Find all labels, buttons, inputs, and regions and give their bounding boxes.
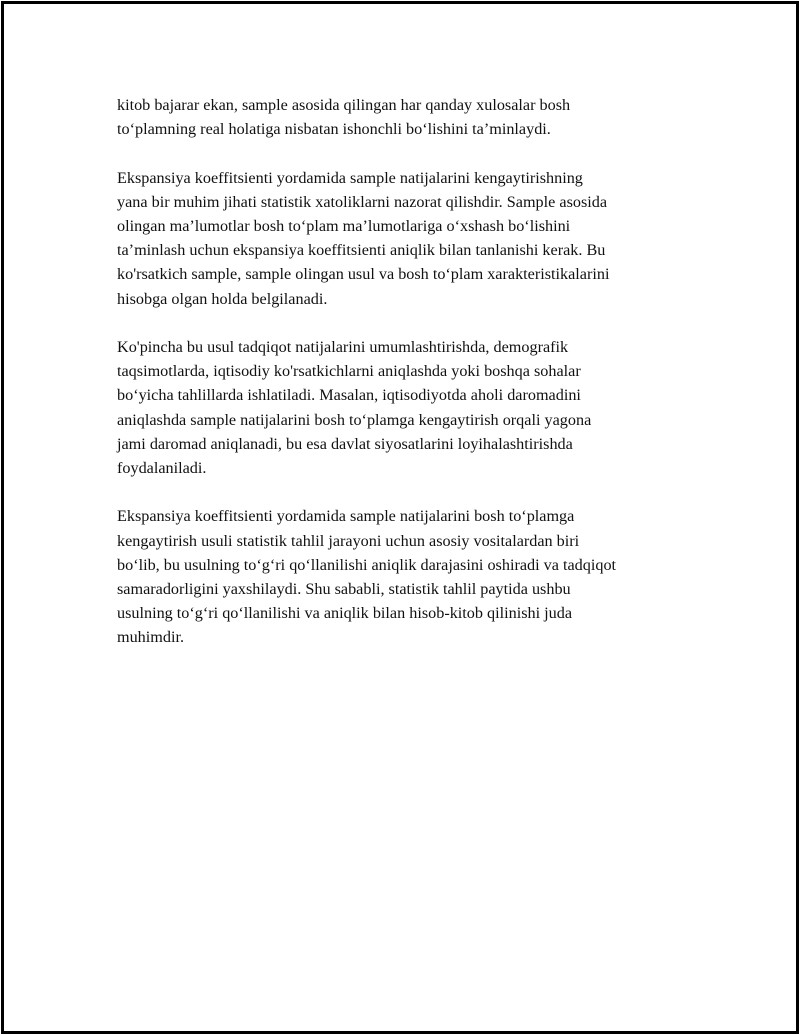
text-line: ko'rsatkich sample, sample olingan usul va bosh to‘plam xarakteristikalarini: [117, 265, 610, 284]
text-line: kengaytirish usuli statistik tahlil jarayoni uchun asosiy vositalardan biri: [117, 531, 580, 550]
text-line: taqsimotlarda, iqtisodiy ko'rsatkichlarni aniqlashda yoki boshqa sohalar: [117, 362, 581, 381]
paragraph-1: [117, 93, 697, 141]
text-line: jami daromad aniqlanadi, bu esa davlat siyosatlarini loyihalashtirishda: [117, 434, 573, 453]
text-line: Ekspansiya koeffitsienti yordamida sample natijalarini kengaytirishning: [117, 168, 583, 187]
text-line: foydalaniladi.: [117, 459, 207, 478]
text-line: to‘plamning real holatiga nisbatan ishonchli bo‘lishini ta’minlaydi.: [117, 120, 551, 139]
text-line: Ko'pincha bu usul tadqiqot natijalarini umumlashtirishda, demografik: [117, 338, 569, 356]
text-line: samaradorligini yaxshilaydi. Shu sababli, statistik tahlil paytida ushbu: [117, 580, 571, 599]
paragraph-3: [117, 335, 697, 480]
document-body: [117, 93, 697, 674]
text-line: Ekspansiya koeffitsienti yordamida sample natijalarini bosh to‘plamga: [117, 507, 575, 526]
paragraph-2: [117, 166, 697, 311]
text-line: ta’minlash uchun ekspansiya koeffitsienti aniqlik bilan tanlanishi kerak. Bu: [117, 241, 606, 260]
text-line: usulning to‘g‘ri qo‘llanilishi va aniqlik bilan hisob-kitob qilinishi juda: [117, 604, 573, 623]
text-line: muhimdir.: [117, 628, 185, 647]
text-line: yana bir muhim jihati statistik xatoliklarni nazorat qilishdir. Sample asosida: [117, 192, 608, 211]
paragraph-4: [117, 504, 697, 649]
text-line: olingan ma’lumotlar bosh to‘plam ma’lumotlariga o‘xshash bo‘lishini: [117, 217, 571, 235]
text-line: aniqlashda sample natijalarini bosh to‘plamga kengaytirish orqali yagona: [117, 410, 592, 429]
text-line: bo‘yicha tahlillarda ishlatiladi. Masalan, iqtisodiyotda aholi daromadini: [117, 386, 581, 405]
text-line: hisobga olgan holda belgilanadi.: [117, 289, 328, 308]
text-line: kitob bajarar ekan, sample asosida qilingan har qanday xulosalar bosh: [117, 96, 571, 114]
text-line: bo‘lib, bu usulning to‘g‘ri qo‘llanilishi aniqlik darajasini oshiradi va tadqiqot: [117, 555, 617, 574]
